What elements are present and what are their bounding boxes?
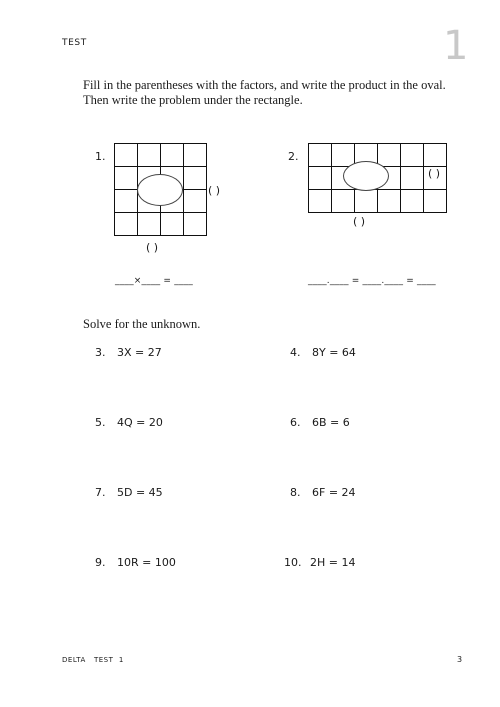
equation-number: 3. bbox=[95, 346, 106, 359]
grid-cell bbox=[184, 167, 207, 190]
equation-number: 7. bbox=[95, 486, 106, 499]
equation-text: 6F = 24 bbox=[312, 486, 356, 499]
grid-cell bbox=[355, 190, 378, 213]
grid-cell bbox=[424, 190, 447, 213]
product-oval-2[interactable] bbox=[343, 161, 389, 191]
equation-text: 3X = 27 bbox=[117, 346, 162, 359]
equation-text: 5D = 45 bbox=[117, 486, 163, 499]
factor-paren-bottom-2[interactable]: ( ) bbox=[353, 215, 366, 228]
factor-paren-bottom-1[interactable]: ( ) bbox=[146, 241, 159, 254]
equation-6 bbox=[290, 416, 350, 429]
grid-cell bbox=[184, 190, 207, 213]
header-label: TEST bbox=[62, 38, 87, 48]
grid-cell bbox=[332, 144, 355, 167]
grid-cell bbox=[332, 190, 355, 213]
instruction-line-1: Fill in the parentheses with the factors, and write the product in the oval. bbox=[83, 78, 446, 92]
footer-label: DELTA TEST 1 bbox=[62, 656, 124, 664]
grid-cell bbox=[115, 213, 138, 236]
equation-text: 6B = 6 bbox=[312, 416, 350, 429]
equation-8 bbox=[290, 486, 356, 499]
equation-7 bbox=[95, 486, 163, 499]
factor-paren-right-1[interactable]: ( ) bbox=[208, 184, 221, 197]
grid-cell bbox=[401, 190, 424, 213]
equation-9 bbox=[95, 556, 176, 569]
answer-line-2[interactable]: ____.____ = ____.____ = ____ bbox=[308, 276, 436, 286]
equation-number: 8. bbox=[290, 486, 301, 499]
grid-cell bbox=[184, 213, 207, 236]
equation-10 bbox=[284, 556, 355, 569]
test-number: 1 bbox=[443, 23, 469, 69]
equation-number: 4. bbox=[290, 346, 301, 359]
grid-cell bbox=[424, 144, 447, 167]
grid-cell bbox=[378, 144, 401, 167]
equation-number: 10. bbox=[284, 556, 302, 569]
grid-cell bbox=[401, 167, 424, 190]
grid-cell bbox=[161, 144, 184, 167]
product-oval-1[interactable] bbox=[137, 174, 183, 206]
equation-number: 5. bbox=[95, 416, 106, 429]
equation-number: 6. bbox=[290, 416, 301, 429]
equation-4 bbox=[290, 346, 356, 359]
grid-cell bbox=[138, 213, 161, 236]
equation-text: 4Q = 20 bbox=[117, 416, 163, 429]
grid-cell bbox=[309, 190, 332, 213]
solve-heading: Solve for the unknown. bbox=[83, 317, 201, 331]
grid-cell bbox=[115, 144, 138, 167]
grid-cell bbox=[115, 190, 138, 213]
equation-number: 9. bbox=[95, 556, 106, 569]
factor-paren-right-2[interactable]: ( ) bbox=[428, 167, 441, 180]
page-number: 3 bbox=[457, 655, 463, 664]
equation-3 bbox=[95, 346, 162, 359]
grid-cell bbox=[184, 144, 207, 167]
grid-cell bbox=[161, 213, 184, 236]
problem-2-number: 2. bbox=[288, 150, 299, 163]
equation-text: 2H = 14 bbox=[310, 556, 356, 569]
grid-cell bbox=[309, 144, 332, 167]
grid-cell bbox=[138, 144, 161, 167]
equation-text: 10R = 100 bbox=[117, 556, 176, 569]
answer-line-1[interactable]: ____×____ = ____ bbox=[115, 276, 194, 286]
equation-text: 8Y = 64 bbox=[312, 346, 356, 359]
grid-cell bbox=[115, 167, 138, 190]
problem-1-number: 1. bbox=[95, 150, 106, 163]
grid-cell bbox=[378, 190, 401, 213]
equation-5 bbox=[95, 416, 163, 429]
grid-cell bbox=[309, 167, 332, 190]
instruction-line-2: Then write the problem under the rectangle. bbox=[83, 93, 303, 107]
grid-cell bbox=[401, 144, 424, 167]
